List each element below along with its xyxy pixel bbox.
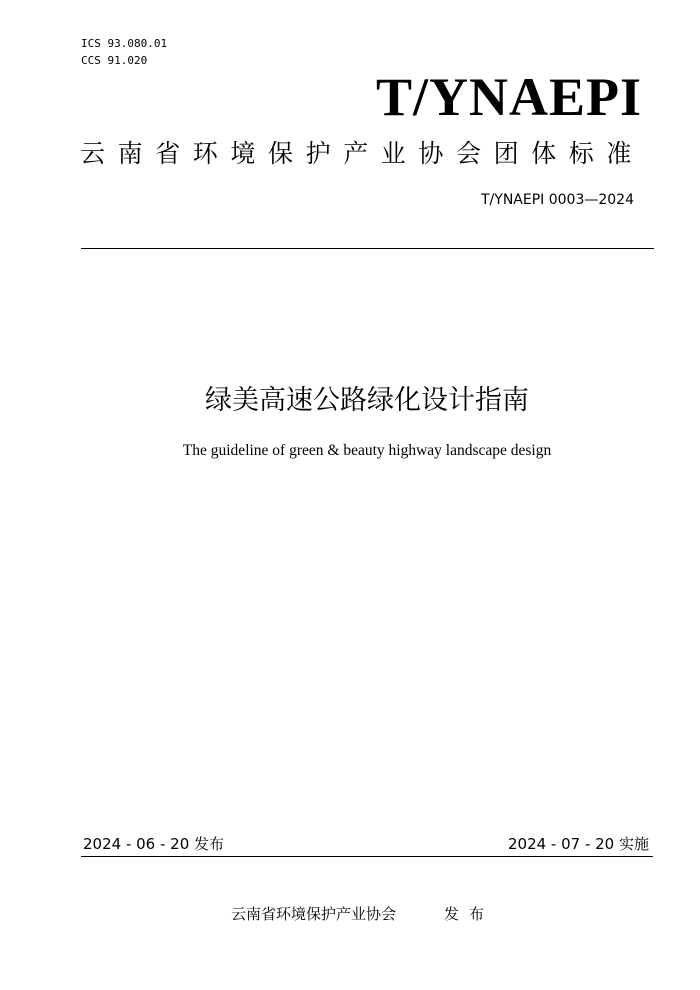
document-title-en: The guideline of green & beauty highway landscape design <box>182 442 552 459</box>
ccs-code: CCS 91.020 <box>81 54 148 67</box>
footer-divider <box>81 856 653 857</box>
ics-code: ICS 93.080.01 <box>81 37 168 50</box>
publisher-name: 云南省环境保护产业协会 <box>231 905 397 923</box>
issue-date: 2024 - 06 - 20 发布 <box>83 835 225 853</box>
header-divider <box>81 248 654 249</box>
publish-label: 发布 <box>444 905 495 923</box>
standard-logo: T/YNAEPI <box>375 67 642 127</box>
organization-standard-title: 云南省环境保护产业协会团体标准 <box>80 139 645 168</box>
standard-number: T/YNAEPI 0003—2024 <box>481 192 634 208</box>
implementation-date: 2024 - 07 - 20 实施 <box>507 835 649 853</box>
document-title-zh: 绿美高速公路绿化设计指南 <box>205 385 529 416</box>
